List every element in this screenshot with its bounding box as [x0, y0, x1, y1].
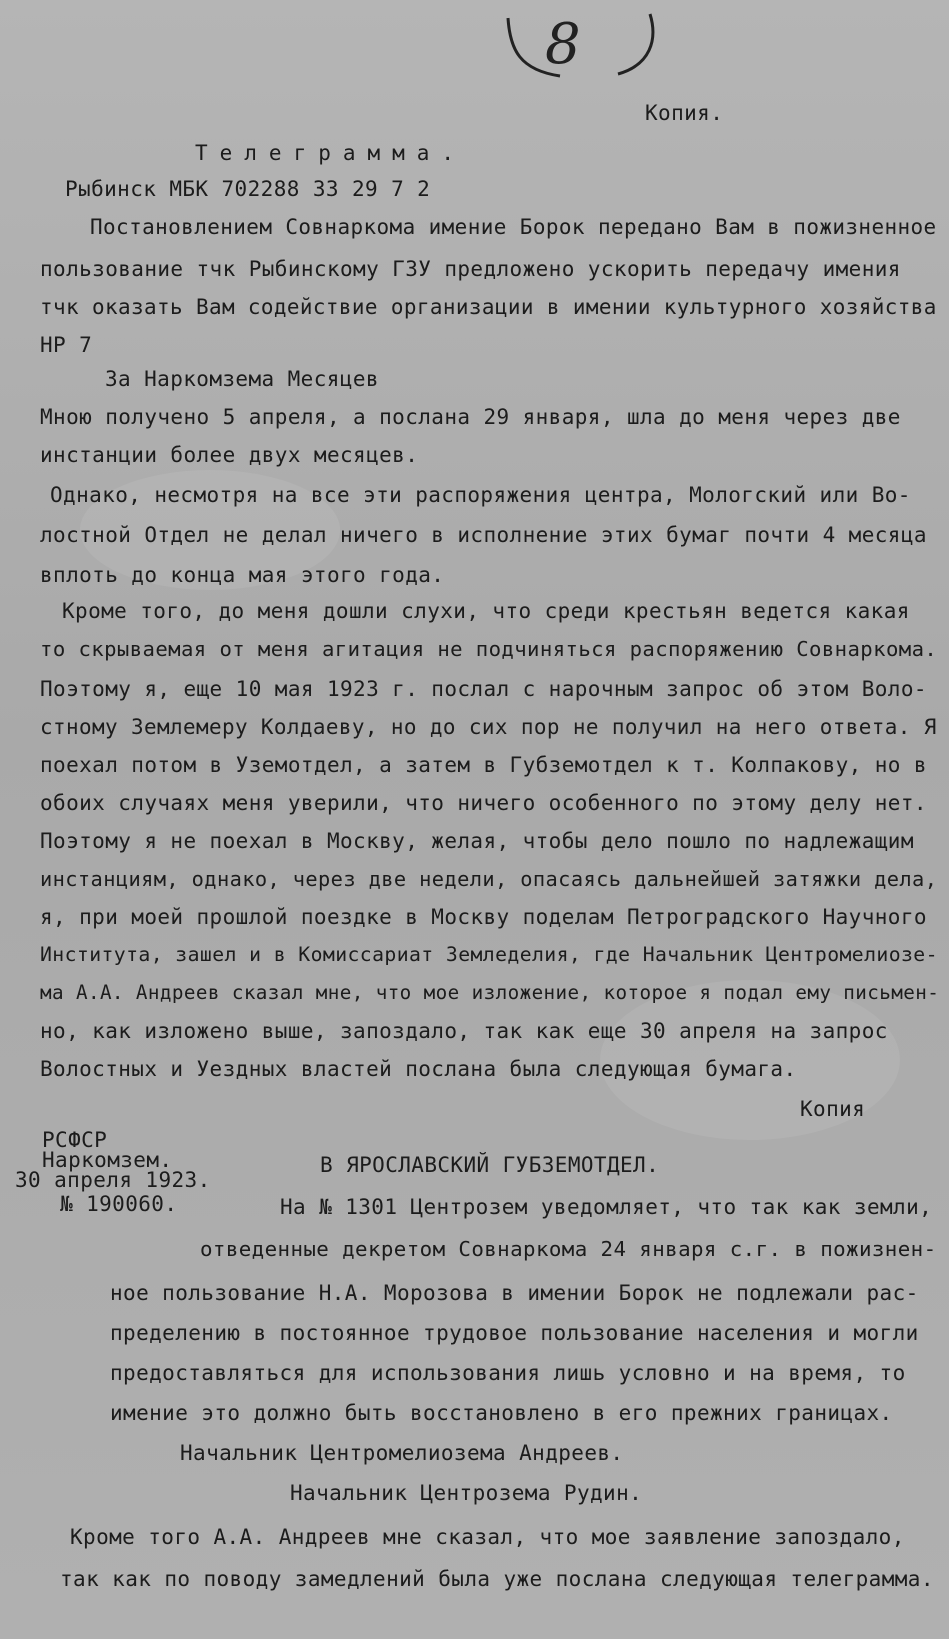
body-line: обоих случаях меня уверили, что ничего особенного по этому делу нет. — [40, 791, 927, 815]
body-line: Кроме того, до меня дошли слухи, что среди крестьян ведется какая — [62, 599, 910, 623]
body-line: Института, зашел и в Комиссариат Земледелия, где Начальник Центромелиозе- — [40, 943, 938, 966]
copy2-line: На № 1301 Центрозем уведомляет, что так как земли, — [280, 1195, 933, 1219]
body-line: вплоть до конца мая этого года. — [40, 563, 445, 587]
signature-andreev: Начальник Центромелиозема Андреев. — [180, 1441, 624, 1465]
signature-rudin: Начальник Центрозема Рудин. — [290, 1481, 643, 1505]
copy-mark-2: Копия — [800, 1097, 866, 1121]
telegram-line: тчк оказать Вам содействие организации в имении культурного хозяйства — [40, 295, 937, 319]
body-line: Поэтому я, еще 10 мая 1923 г. послал с нарочным запрос об этом Воло- — [40, 677, 927, 701]
sender-line: 30 апреля 1923. — [15, 1168, 211, 1192]
sender-line: РСФСР — [42, 1128, 108, 1152]
telegram-title: Телеграмма. — [195, 141, 467, 165]
body-line: Поэтому я не поехал в Москву, желая, чтобы дело пошло по надлежащим — [40, 829, 914, 853]
copy2-line: имение это должно быть восстановлено в его прежних границах. — [110, 1401, 893, 1425]
body-line: лостной Отдел не делал ничего в исполнение этих бумаг почти 4 месяца — [40, 523, 927, 547]
body-line: ма А.А. Андреев сказал мне, что мое изложение, которое я подал ему письмен- — [40, 981, 940, 1004]
archive-page-number: 8 — [545, 12, 582, 77]
body-line: то скрываемая от меня агитация не подчиняться распоряжению Совнаркома. — [40, 637, 938, 661]
sender-line: № 190060. — [60, 1192, 178, 1216]
body-line: Волостных и Уездных властей послана была следующая бумага. — [40, 1057, 797, 1081]
copy2-line: отведенные декретом Совнаркома 24 января с.г. в пожизнен- — [200, 1237, 937, 1261]
body-line: инстанции более двух месяцев. — [40, 443, 419, 467]
closing-line: так как по поводу замедлений была уже послана следующая телеграмма. — [60, 1567, 934, 1591]
body-line: инстанциям, однако, через две недели, опасаясь дальнейшей затяжки дела, — [40, 867, 938, 891]
telegram-line: Постановлением Совнаркома имение Борок передано Вам в пожизненное — [90, 215, 937, 239]
addressee: В ЯРОСЛАВСКИЙ ГУБЗЕМОТДЕЛ. — [320, 1153, 660, 1177]
telegram-line: пользование тчк Рыбинскому ГЗУ предложено ускорить передачу имения — [40, 257, 901, 281]
body-line: я, при моей прошлой поездке в Москву поделам Петроградского Научного — [40, 905, 927, 929]
copy2-line: пределению в постоянное трудовое пользование населения и могли — [110, 1321, 919, 1345]
body-line: поехал потом в Уземотдел, а затем в Губземотдел к т. Колпакову, но в — [40, 753, 927, 777]
copy2-line: ное пользование Н.А. Морозова в имении Борок не подлежали рас- — [110, 1281, 919, 1305]
telegram-line: НР 7 — [40, 333, 93, 357]
telegram-routing: Рыбинск МБК 702288 33 29 7 2 — [65, 177, 431, 201]
copy2-line: предоставляться для использования лишь условно и на время, то — [110, 1361, 906, 1385]
body-line: Однако, несмотря на все эти распоряжения центра, Мологский или Во- — [50, 483, 911, 507]
sender-line: Наркомзем. — [42, 1148, 173, 1172]
body-line: стному Землемеру Колдаеву, но до сих пор не получил на него ответа. Я — [40, 715, 937, 739]
telegram-signature: За Наркомзема Месяцев — [105, 367, 379, 391]
body-line: но, как изложено выше, запоздало, так как еще 30 апреля на запрос — [40, 1019, 888, 1043]
copy-mark: Копия. — [645, 101, 724, 125]
closing-line: Кроме того А.А. Андреев мне сказал, что мое заявление запоздало, — [70, 1525, 905, 1549]
body-line: Мною получено 5 апреля, а послана 29 января, шла до меня через две — [40, 405, 901, 429]
